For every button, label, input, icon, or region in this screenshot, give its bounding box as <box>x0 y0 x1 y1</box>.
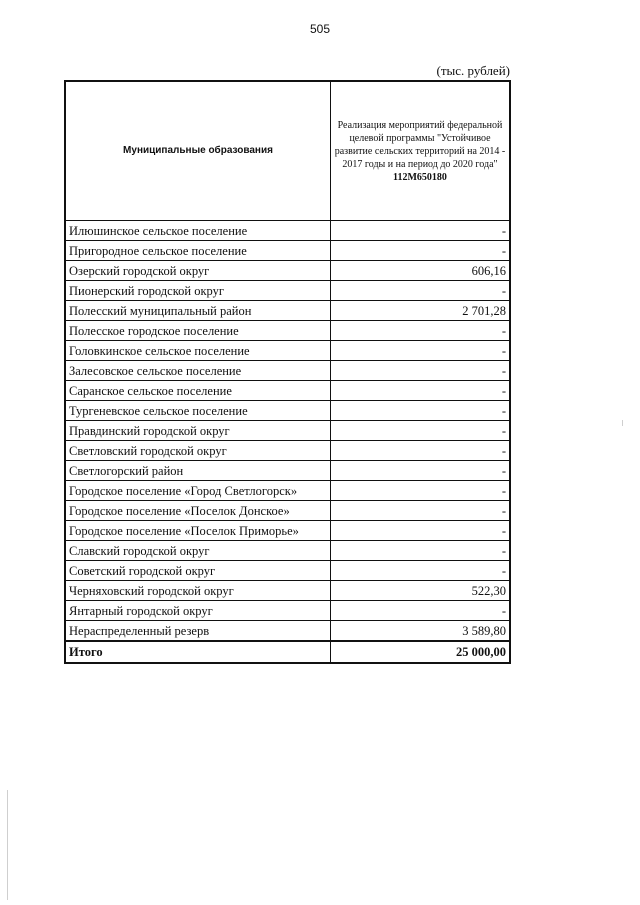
row-municipality-name: Полесский муниципальный район <box>65 301 331 321</box>
col-header-program-title: Реализация мероприятий федеральной целевой программы "Устойчивое развитие сельских территорий на 2014 - 2017 годы и на период до 2020 года" <box>334 119 506 170</box>
scan-mark <box>7 790 8 900</box>
table-row <box>65 501 510 521</box>
table-row <box>65 461 510 481</box>
row-amount: - <box>331 321 511 341</box>
table-row <box>65 441 510 461</box>
row-amount: - <box>331 561 511 581</box>
row-municipality-name: Саранское сельское поселение <box>65 381 331 401</box>
table-row <box>65 601 510 621</box>
budget-table <box>64 80 511 664</box>
row-amount: - <box>331 381 511 401</box>
row-amount: - <box>331 521 511 541</box>
table-row <box>65 421 510 441</box>
table-header-row <box>65 81 510 221</box>
row-municipality-name: Нераспределенный резерв <box>65 621 331 642</box>
row-amount: 522,30 <box>331 581 511 601</box>
page-number: 505 <box>309 22 331 36</box>
row-municipality-name: Советский городской округ <box>65 561 331 581</box>
row-amount: 606,16 <box>331 261 511 281</box>
table-row <box>65 301 510 321</box>
row-amount: - <box>331 281 511 301</box>
row-municipality-name: Светловский городской округ <box>65 441 331 461</box>
table-body <box>65 221 510 642</box>
row-municipality-name: Головкинское сельское поселение <box>65 341 331 361</box>
units-label: (тыс. рублей) <box>436 63 510 78</box>
row-amount: - <box>331 441 511 461</box>
table-row <box>65 561 510 581</box>
row-municipality-name: Янтарный городской округ <box>65 601 331 621</box>
row-amount: - <box>331 241 511 261</box>
row-municipality-name: Черняховский городской округ <box>65 581 331 601</box>
table-row <box>65 241 510 261</box>
table-row <box>65 541 510 561</box>
table-row <box>65 521 510 541</box>
total-row <box>65 641 510 663</box>
row-municipality-name: Городское поселение «Город Светлогорск» <box>65 481 331 501</box>
row-municipality-name: Озерский городской округ <box>65 261 331 281</box>
row-amount: - <box>331 601 511 621</box>
total-label: Итого <box>65 641 331 663</box>
row-municipality-name: Городское поселение «Поселок Приморье» <box>65 521 331 541</box>
row-municipality-name: Залесовское сельское поселение <box>65 361 331 381</box>
table-row <box>65 321 510 341</box>
row-amount: - <box>331 421 511 441</box>
table-row <box>65 281 510 301</box>
row-municipality-name: Илюшинское сельское поселение <box>65 221 331 241</box>
row-municipality-name: Пионерский городской округ <box>65 281 331 301</box>
row-amount: - <box>331 401 511 421</box>
table-row <box>65 361 510 381</box>
table-row <box>65 261 510 281</box>
row-amount: - <box>331 461 511 481</box>
table-row <box>65 341 510 361</box>
table-row <box>65 401 510 421</box>
row-municipality-name: Городское поселение «Поселок Донское» <box>65 501 331 521</box>
row-municipality-name: Тургеневское сельское поселение <box>65 401 331 421</box>
total-value: 25 000,00 <box>331 641 511 663</box>
scan-mark <box>622 420 623 426</box>
row-municipality-name: Славский городской округ <box>65 541 331 561</box>
table-row <box>65 481 510 501</box>
row-municipality-name: Правдинский городской округ <box>65 421 331 441</box>
col-header-municipalities: Муниципальные образования <box>65 81 331 221</box>
table-row <box>65 381 510 401</box>
row-municipality-name: Полесское городское поселение <box>65 321 331 341</box>
table-row <box>65 581 510 601</box>
col-header-program-code: 112М650180 <box>393 171 447 183</box>
table-row <box>65 221 510 241</box>
col-header-program <box>331 81 511 221</box>
table-row <box>65 621 510 642</box>
row-amount: - <box>331 341 511 361</box>
row-amount: 2 701,28 <box>331 301 511 321</box>
row-amount: 3 589,80 <box>331 621 511 642</box>
row-municipality-name: Светлогорский район <box>65 461 331 481</box>
row-amount: - <box>331 361 511 381</box>
row-amount: - <box>331 221 511 241</box>
row-municipality-name: Пригородное сельское поселение <box>65 241 331 261</box>
row-amount: - <box>331 481 511 501</box>
row-amount: - <box>331 501 511 521</box>
row-amount: - <box>331 541 511 561</box>
